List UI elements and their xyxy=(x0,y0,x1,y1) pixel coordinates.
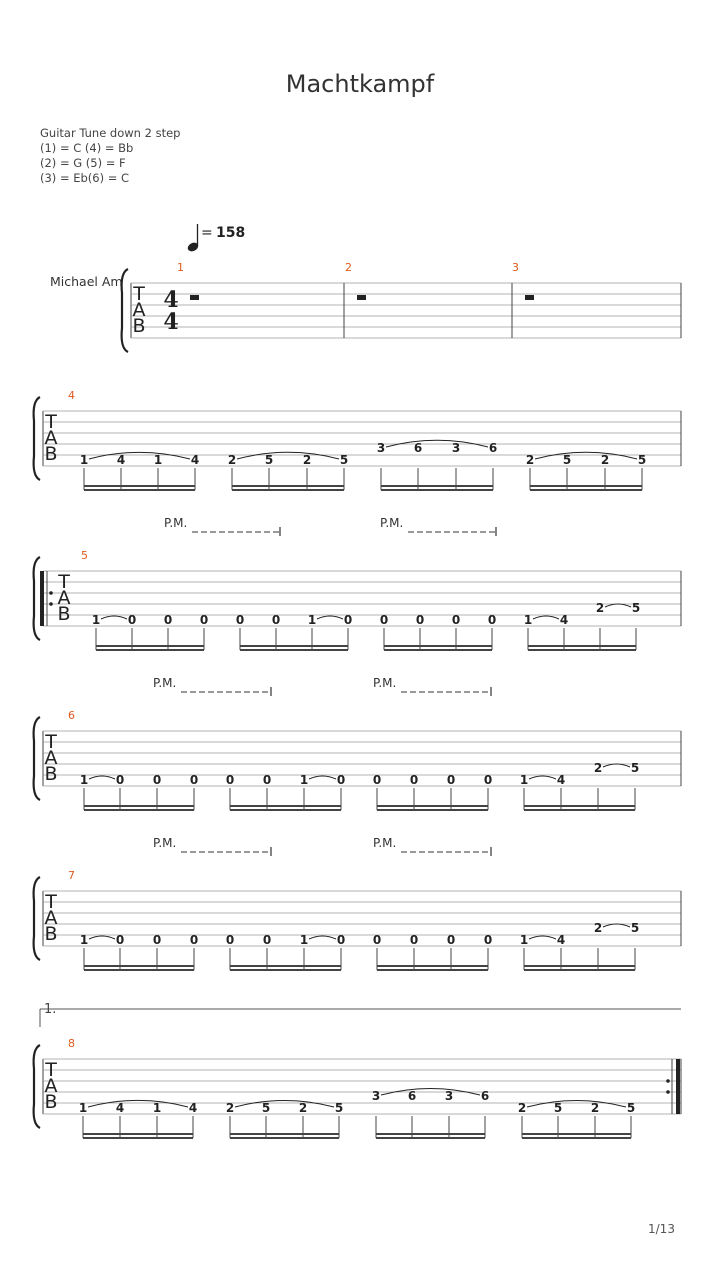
page-number: 1/13 xyxy=(648,1222,675,1236)
fret-number: 4 xyxy=(190,453,200,467)
tie-arc xyxy=(88,1100,188,1107)
fret-number: 6 xyxy=(480,1089,490,1103)
fret-number: 1 xyxy=(299,773,309,787)
tie-arc xyxy=(603,764,630,767)
fret-number: 0 xyxy=(152,773,162,787)
fret-number: 5 xyxy=(630,761,640,775)
tab-clef-letter: B xyxy=(44,923,58,945)
fret-number: 6 xyxy=(488,441,498,455)
tab-clef-letter: A xyxy=(57,587,71,609)
fret-number: 1 xyxy=(79,933,89,947)
palm-mute-label: P.M. xyxy=(153,676,177,690)
tab-clef-letter: B xyxy=(44,1091,58,1113)
fret-number: 0 xyxy=(115,933,125,947)
repeat-start-bar xyxy=(40,571,44,626)
fret-number: 4 xyxy=(115,1101,125,1115)
fret-number: 2 xyxy=(517,1101,527,1115)
tuning-header: Guitar Tune down 2 step xyxy=(40,126,181,140)
fret-number: 2 xyxy=(593,761,603,775)
fret-number: 0 xyxy=(262,933,272,947)
page-title: Machtkampf xyxy=(285,70,435,98)
fret-number: 4 xyxy=(188,1101,198,1115)
fret-number: 5 xyxy=(261,1101,271,1115)
fret-number: 2 xyxy=(302,453,312,467)
fret-number: 0 xyxy=(235,613,245,627)
tab-clef-letter: A xyxy=(44,907,58,929)
fret-number: 5 xyxy=(630,921,640,935)
fret-number: 0 xyxy=(379,613,389,627)
whole-rest xyxy=(357,295,366,300)
tie-arc xyxy=(317,616,343,619)
fret-number: 1 xyxy=(519,933,529,947)
system-bracket xyxy=(34,877,40,960)
fret-number: 0 xyxy=(372,933,382,947)
fret-number: 0 xyxy=(225,773,235,787)
fret-number: 0 xyxy=(262,773,272,787)
fret-number: 0 xyxy=(189,933,199,947)
tempo-value: 158 xyxy=(216,225,246,241)
tie-arc xyxy=(605,604,631,607)
fret-number: 6 xyxy=(407,1089,417,1103)
measure-number: 6 xyxy=(68,709,75,722)
tab-clef-letter: B xyxy=(44,763,58,785)
tab-clef-letter: B xyxy=(132,315,146,337)
tab-clef-letter: B xyxy=(44,443,58,465)
fret-number: 0 xyxy=(409,773,419,787)
fret-number: 4 xyxy=(556,933,566,947)
system-bracket xyxy=(34,557,40,640)
fret-number: 2 xyxy=(590,1101,600,1115)
fret-number: 1 xyxy=(78,1101,88,1115)
tab-clef-letter: T xyxy=(45,1059,57,1081)
fret-number: 2 xyxy=(525,453,535,467)
fret-number: 2 xyxy=(298,1101,308,1115)
fret-number: 2 xyxy=(593,921,603,935)
fret-number: 5 xyxy=(339,453,349,467)
tie-arc xyxy=(237,452,339,459)
tie-arc xyxy=(89,452,190,459)
fret-number: 2 xyxy=(600,453,610,467)
measure-number: 1 xyxy=(177,261,184,274)
fret-number: 0 xyxy=(199,613,209,627)
tab-clef-letter: A xyxy=(44,427,58,449)
tab-clef-letter: A xyxy=(132,299,146,321)
palm-mute-label: P.M. xyxy=(373,836,397,850)
repeat-dot xyxy=(666,1079,670,1083)
fret-number: 1 xyxy=(79,453,89,467)
repeat-dot xyxy=(49,602,53,606)
tie-arc xyxy=(527,1100,626,1107)
time-signature-top: 4 xyxy=(163,287,179,313)
whole-rest xyxy=(190,295,199,300)
fret-number: 0 xyxy=(487,613,497,627)
time-signature-bottom: 4 xyxy=(163,309,179,335)
fret-number: 1 xyxy=(91,613,101,627)
tuning-line: (2) = G (5) = F xyxy=(40,156,126,170)
fret-number: 5 xyxy=(334,1101,344,1115)
measure-number: 7 xyxy=(68,869,75,882)
measure-number: 4 xyxy=(68,389,75,402)
whole-rest xyxy=(525,295,534,300)
tie-arc xyxy=(529,776,556,779)
system-bracket xyxy=(34,1045,40,1128)
fret-number: 0 xyxy=(415,613,425,627)
repeat-end-bar xyxy=(676,1059,680,1114)
measure-number: 5 xyxy=(81,549,88,562)
fret-number: 2 xyxy=(595,601,605,615)
fret-number: 5 xyxy=(264,453,274,467)
tie-arc xyxy=(529,936,556,939)
tie-arc xyxy=(235,1100,334,1107)
tie-arc xyxy=(89,776,115,779)
fret-number: 0 xyxy=(372,773,382,787)
system-bracket xyxy=(34,397,40,480)
fret-number: 5 xyxy=(562,453,572,467)
measure-number: 2 xyxy=(345,261,352,274)
fret-number: 1 xyxy=(519,773,529,787)
tie-arc xyxy=(535,452,637,459)
volta-label: 1. xyxy=(44,1002,57,1017)
tie-arc xyxy=(89,936,115,939)
fret-number: 0 xyxy=(127,613,137,627)
fret-number: 0 xyxy=(446,933,456,947)
fret-number: 1 xyxy=(523,613,533,627)
fret-number: 0 xyxy=(483,933,493,947)
fret-number: 4 xyxy=(116,453,126,467)
palm-mute-label: P.M. xyxy=(373,676,397,690)
fret-number: 0 xyxy=(409,933,419,947)
fret-number: 3 xyxy=(371,1089,381,1103)
fret-number: 1 xyxy=(152,1101,162,1115)
tab-clef-letter: B xyxy=(57,603,71,625)
fret-number: 4 xyxy=(559,613,569,627)
fret-number: 0 xyxy=(163,613,173,627)
measure-number: 3 xyxy=(512,261,519,274)
repeat-dot xyxy=(666,1090,670,1094)
tuning-line: (3) = Eb(6) = C xyxy=(40,171,130,185)
fret-number: 3 xyxy=(451,441,461,455)
fret-number: 0 xyxy=(343,613,353,627)
fret-number: 0 xyxy=(336,773,346,787)
tie-arc xyxy=(533,616,559,619)
fret-number: 5 xyxy=(553,1101,563,1115)
fret-number: 1 xyxy=(307,613,317,627)
fret-number: 5 xyxy=(637,453,647,467)
fret-number: 0 xyxy=(115,773,125,787)
palm-mute-label: P.M. xyxy=(380,516,404,530)
system-bracket xyxy=(122,269,128,352)
tempo-equals: = xyxy=(201,225,213,241)
fret-number: 0 xyxy=(451,613,461,627)
fret-number: 0 xyxy=(225,933,235,947)
fret-number: 3 xyxy=(376,441,386,455)
tab-clef-letter: T xyxy=(45,411,57,433)
tie-arc xyxy=(101,616,127,619)
tie-arc xyxy=(603,924,630,927)
fret-number: 0 xyxy=(446,773,456,787)
fret-number: 6 xyxy=(413,441,423,455)
repeat-dot xyxy=(49,591,53,595)
instrument-name: Michael Am xyxy=(50,274,123,289)
fret-number: 1 xyxy=(299,933,309,947)
tab-clef-letter: T xyxy=(45,731,57,753)
tuning-line: (1) = C (4) = Bb xyxy=(40,141,134,155)
fret-number: 2 xyxy=(227,453,237,467)
measure-number: 8 xyxy=(68,1037,75,1050)
fret-number: 1 xyxy=(79,773,89,787)
palm-mute-label: P.M. xyxy=(153,836,177,850)
fret-number: 1 xyxy=(153,453,163,467)
tab-clef-letter: T xyxy=(45,891,57,913)
fret-number: 0 xyxy=(152,933,162,947)
tie-arc xyxy=(309,936,336,939)
tie-arc xyxy=(309,776,336,779)
tab-clef-letter: A xyxy=(44,747,58,769)
fret-number: 0 xyxy=(189,773,199,787)
fret-number: 5 xyxy=(631,601,641,615)
fret-number: 4 xyxy=(556,773,566,787)
tab-clef-letter: T xyxy=(58,571,70,593)
fret-number: 2 xyxy=(225,1101,235,1115)
tab-clef-letter: A xyxy=(44,1075,58,1097)
fret-number: 3 xyxy=(444,1089,454,1103)
tab-clef-letter: T xyxy=(133,283,145,305)
fret-number: 0 xyxy=(483,773,493,787)
fret-number: 0 xyxy=(271,613,281,627)
fret-number: 0 xyxy=(336,933,346,947)
palm-mute-label: P.M. xyxy=(164,516,188,530)
system-bracket xyxy=(34,717,40,800)
fret-number: 5 xyxy=(626,1101,636,1115)
